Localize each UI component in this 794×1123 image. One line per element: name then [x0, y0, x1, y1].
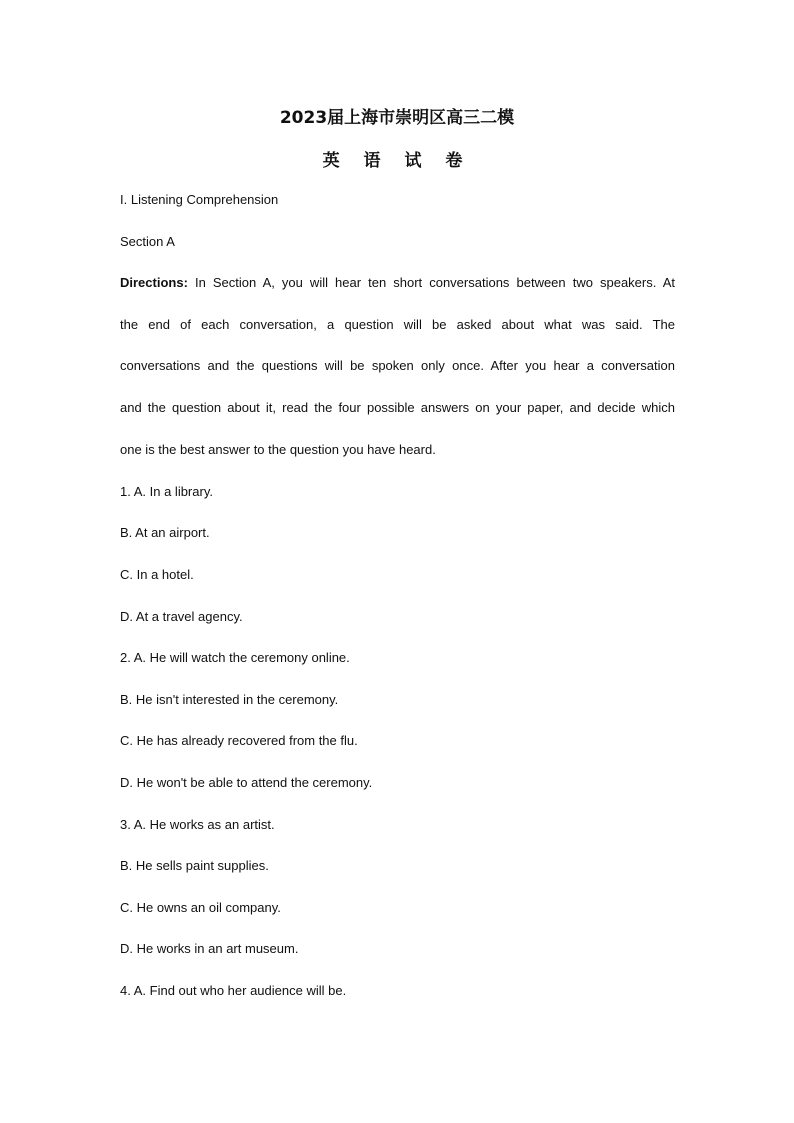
- answer-option: 4. A. Find out who her audience will be.: [120, 983, 347, 998]
- answer-option: 1. A. In a library.: [120, 484, 213, 499]
- answer-option: C. He has already recovered from the flu.: [120, 733, 358, 748]
- answer-option: C. In a hotel.: [120, 567, 194, 582]
- answer-option: 2. A. He will watch the ceremony online.: [120, 650, 350, 665]
- answer-option: C. He owns an oil company.: [120, 900, 281, 915]
- answer-option: 3. A. He works as an artist.: [120, 817, 275, 832]
- directions-text: In Section A, you will hear ten short conversations between two speakers. At: [194, 275, 675, 290]
- directions-line: and the question about it, read the four possible answers on your paper, and decide which: [120, 400, 675, 415]
- answer-option: D. He won't be able to attend the ceremony.: [120, 775, 373, 790]
- directions-line: conversations and the questions will be spoken only once. After you hear a conversation: [120, 358, 675, 373]
- exam-title: 2023届上海市崇明区高三二模: [279, 108, 515, 128]
- answer-option: D. At a travel agency.: [120, 609, 243, 624]
- section-name: Section A: [120, 234, 175, 249]
- section-heading: I. Listening Comprehension: [120, 192, 279, 207]
- directions-label: Directions:: [120, 275, 188, 290]
- answer-option: D. He works in an art museum.: [120, 941, 299, 956]
- answer-option: B. He isn't interested in the ceremony.: [120, 692, 339, 707]
- directions-line: the end of each conversation, a question will be asked about what was said. The: [120, 317, 675, 332]
- exam-subtitle: 英 语 试 卷: [322, 151, 472, 171]
- answer-option: B. He sells paint supplies.: [120, 858, 269, 873]
- directions-line: [120, 275, 675, 291]
- answer-option: B. At an airport.: [120, 525, 210, 540]
- directions-line: one is the best answer to the question you have heard.: [120, 442, 436, 457]
